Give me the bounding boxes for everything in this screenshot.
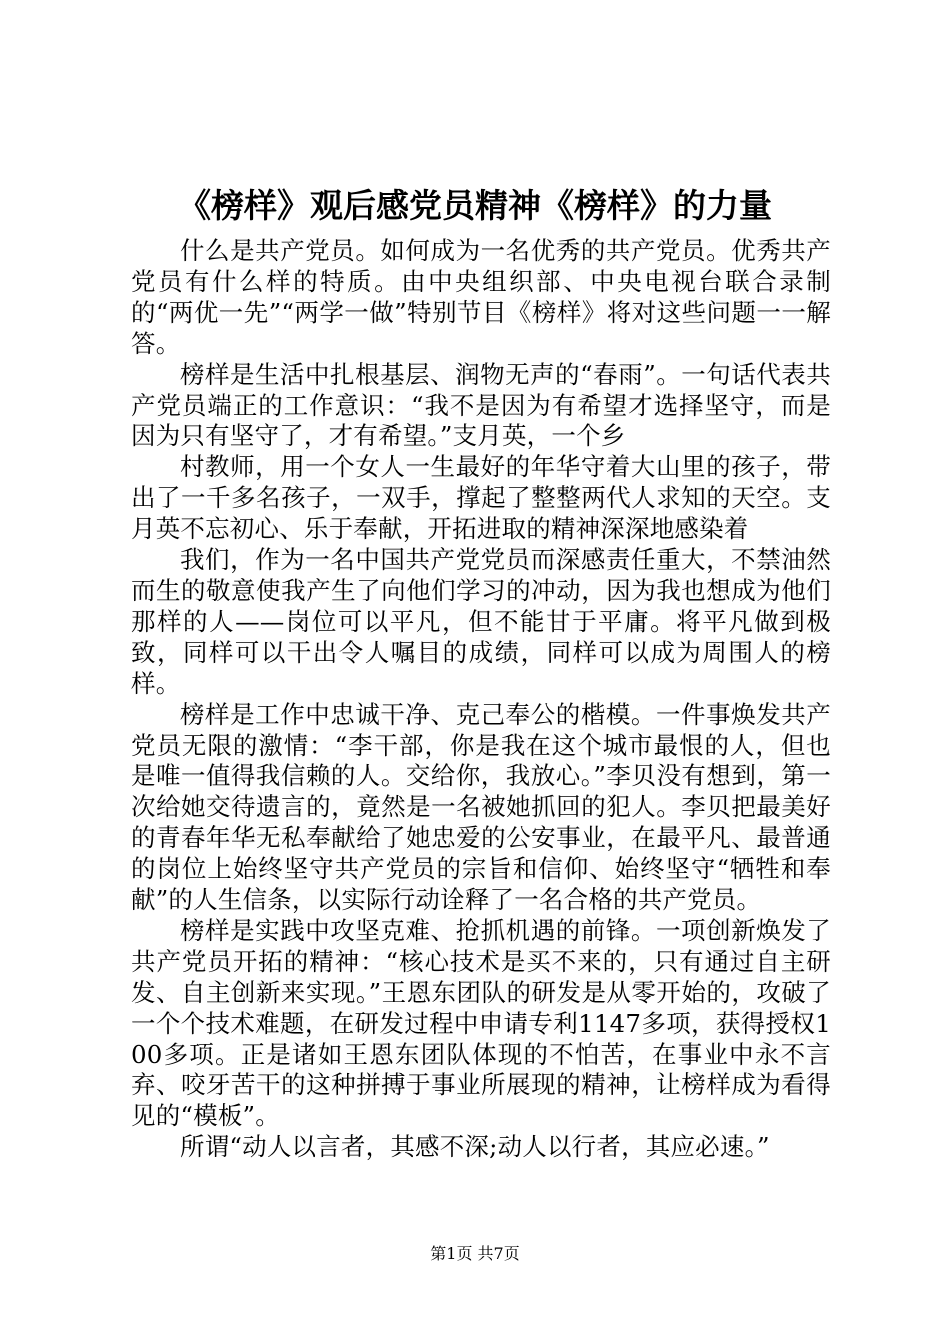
- page-number-footer: 第1页 共7页: [430, 1244, 520, 1263]
- document-title: 《榜样》观后感党员精神《榜样》的力量: [178, 186, 772, 225]
- paragraph: 我们，作为一名中国共产党党员而深感责任重大，不禁油然而生的敬意使我产生了向他们学习的冲动，因为我也想成为他们那样的人——岗位可以平凡，但不能甘于平庸。将平凡做到极致，同样可以干出令人嘱目的成绩，同样可以成为周围人的榜样。: [131, 545, 831, 698]
- paragraph: 榜样是生活中扎根基层、润物无声的“春雨”。一句话代表共产党员端正的工作意识：“我不是因为有希望才选择坚守，而是因为只有坚守了，才有希望。”支月英，一个乡: [131, 359, 831, 451]
- paragraph: 榜样是实践中攻坚克难、抢抓机遇的前锋。一项创新焕发了共产党员开拓的精神：“核心技术是买不来的，只有通过自主研发、自主创新来实现。”王恩东团队的研发是从零开始的，攻破了一个个技术难题，在研发过程中申请专利1147多项，获得授权100多项。正是诸如王恩东团队体现的不怕苦，在事业中永不言弃、咬牙苦干的这种拼搏于事业所展现的精神，让榜样成为看得见的“模板”。: [131, 915, 831, 1131]
- paragraph: 榜样是工作中忠诚干净、克己奉公的楷模。一件事焕发共产党员无限的激情：“李干部，你是我在这个城市最恨的人，但也是唯一值得我信赖的人。交给你，我放心。”李贝没有想到，第一次给她交待遗言的，竟然是一名被她抓回的犯人。李贝把最美好的青春年华无私奉献给了她忠爱的公安事业，在最平凡、最普通的岗位上始终坚守共产党员的宗旨和信仰、始终坚守“牺牲和奉献”的人生信条，以实际行动诠释了一名合格的共产党员。: [131, 699, 831, 915]
- paragraph: 村教师，用一个女人一生最好的年华守着大山里的孩子，带出了一千多名孩子，一双手，撑起了整整两代人求知的天空。支月英不忘初心、乐于奉献，开拓进取的精神深深地感染着: [131, 452, 831, 544]
- document-body: [131, 236, 831, 1163]
- paragraph: 什么是共产党员。如何成为一名优秀的共产党员。优秀共产党员有什么样的特质。由中央组织部、中央电视台联合录制的“两优一先”“两学一做”特别节目《榜样》将对这些问题一一解答。: [131, 236, 831, 358]
- paragraph: 所谓“动人以言者，其感不深;动人以行者，其应必速。”: [180, 1132, 770, 1162]
